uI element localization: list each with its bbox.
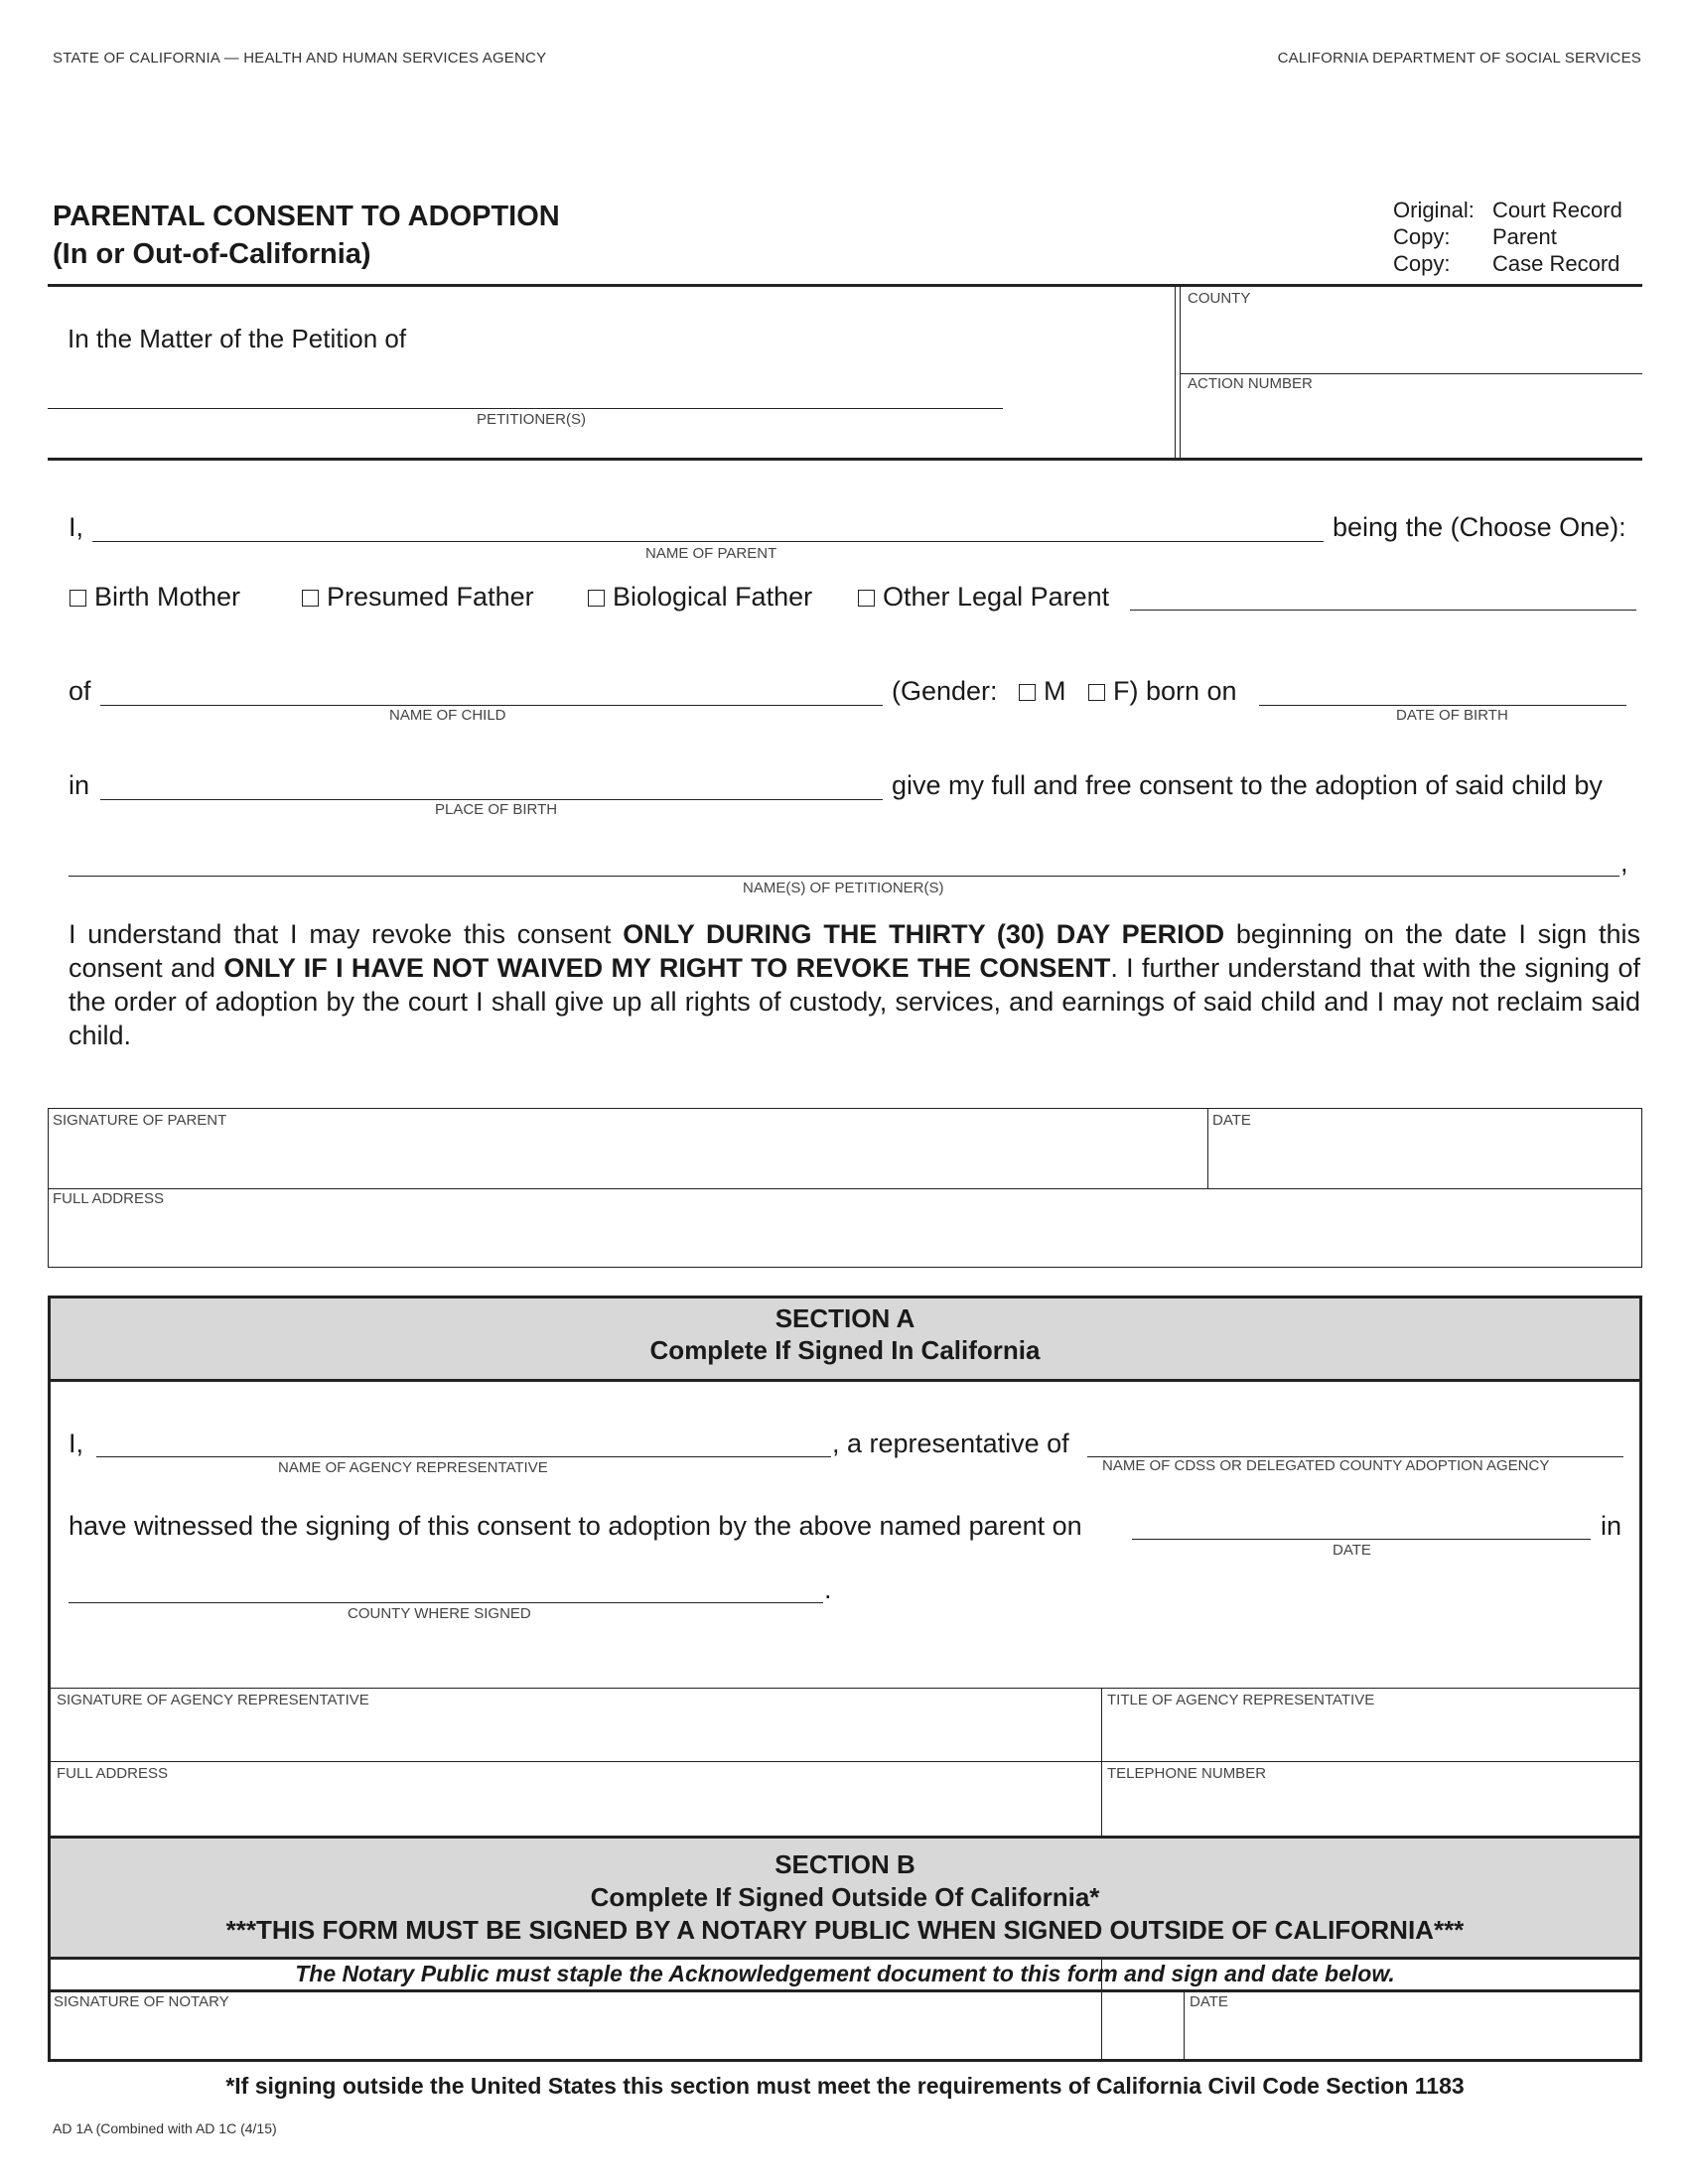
birth-place-field[interactable] — [100, 799, 883, 800]
parent-name-field[interactable] — [92, 541, 1324, 542]
action-number-label: ACTION NUMBER — [1188, 375, 1313, 392]
rep-name-field[interactable] — [96, 1456, 831, 1457]
notary-date-field[interactable] — [1190, 2013, 1636, 2057]
form-subtitle: (In or Out-of-California) — [53, 238, 371, 270]
i-prefix: I, — [69, 512, 84, 542]
parent-date-label: DATE — [1212, 1112, 1251, 1129]
understanding-text: I understand that I may revoke this consent — [69, 919, 624, 949]
rep-signature-label: SIGNATURE OF AGENCY REPRESENTATIVE — [57, 1692, 369, 1708]
rep-address-field[interactable] — [55, 1785, 1097, 1833]
understanding-paragraph — [69, 917, 1640, 1052]
witness-date-field[interactable] — [1132, 1539, 1591, 1540]
checkbox[interactable] — [858, 590, 875, 607]
section-a-vdivider-cover — [1101, 1688, 1102, 1836]
rep-phone-field[interactable] — [1105, 1785, 1637, 1833]
distribution-value: Case Record — [1492, 251, 1620, 276]
being-the-text: being the (Choose One): — [1333, 512, 1626, 542]
distribution-label: Copy: — [1393, 251, 1451, 276]
notary-signature-field[interactable] — [54, 2013, 1176, 2057]
form-id: AD 1A (Combined with AD 1C (4/15) — [53, 2120, 277, 2136]
rep-address-label: FULL ADDRESS — [57, 1765, 168, 1782]
understanding-text: beginning on the date I sign this consent and — [69, 919, 1640, 983]
parent-box-divider — [48, 1188, 1642, 1189]
rep-title-field[interactable] — [1105, 1711, 1637, 1759]
rep-title-label: TITLE OF AGENCY REPRESENTATIVE — [1107, 1692, 1375, 1708]
caption-bottom-rule — [48, 458, 1642, 461]
parent-address-field[interactable] — [50, 1209, 1638, 1264]
gender-m-option[interactable] — [1019, 676, 1066, 707]
section-a-header-rule — [48, 1379, 1642, 1382]
checkbox[interactable] — [588, 590, 605, 607]
checkbox[interactable] — [1019, 684, 1036, 701]
gender-prefix: (Gender: — [892, 676, 998, 706]
county-signed-label: COUNTY WHERE SIGNED — [348, 1605, 531, 1622]
in-prefix: in — [69, 770, 90, 800]
notary-date-label: DATE — [1190, 1993, 1228, 2010]
comma: , — [1620, 848, 1628, 878]
parent-name-label: NAME OF PARENT — [645, 545, 777, 562]
caption-divider — [1175, 287, 1176, 458]
parent-address-label: FULL ADDRESS — [53, 1190, 164, 1207]
rep-phone-label: TELEPHONE NUMBER — [1107, 1765, 1267, 1782]
distribution-label: Original: — [1393, 198, 1475, 222]
section-b-subtitle: Complete If Signed Outside Of California* — [590, 1882, 1100, 1912]
option-label: Presumed Father — [327, 582, 534, 612]
county-label: COUNTY — [1188, 290, 1251, 307]
child-name-field[interactable] — [100, 705, 883, 706]
rep-signature-field[interactable] — [55, 1711, 1097, 1759]
checkbox[interactable] — [302, 590, 319, 607]
distribution-value: Parent — [1492, 224, 1557, 249]
distribution-list — [1393, 197, 1622, 277]
notary-instruction: The Notary Public must staple the Acknowledgement document to this form and sign and date below. — [295, 1961, 1395, 1986]
matter-text: In the Matter of the Petition of — [68, 324, 407, 353]
agency-header-left: STATE OF CALIFORNIA — HEALTH AND HUMAN SERVICES AGENCY — [53, 50, 547, 67]
notary-warning: ***THIS FORM MUST BE SIGNED BY A NOTARY PUBLIC WHEN SIGNED OUTSIDE OF CALIFORNIA*** — [225, 1915, 1465, 1945]
section-b-header-rule — [48, 1957, 1642, 1960]
distribution-value: Court Record — [1492, 198, 1622, 222]
of-prefix: of — [69, 676, 91, 706]
parent-date-field[interactable] — [1211, 1132, 1638, 1185]
understanding-bold: ONLY IF I HAVE NOT WAIVED MY RIGHT TO REVOKE THE CONSENT — [223, 953, 1111, 983]
petitioner-names-label: NAME(S) OF PETITIONER(S) — [743, 880, 944, 896]
distribution-label: Copy: — [1393, 224, 1451, 249]
caption-top-rule — [48, 284, 1642, 287]
option-other-legal-parent[interactable] — [858, 582, 1109, 613]
petitioner-names-field[interactable] — [69, 876, 1619, 877]
checkbox[interactable] — [70, 590, 86, 607]
notary-vdivider — [1184, 1991, 1185, 2061]
option-presumed-father[interactable] — [302, 582, 534, 613]
representative-of-text: , a representative of — [832, 1429, 1069, 1458]
agency-name-label: NAME OF CDSS OR DELEGATED COUNTY ADOPTION AGENCY — [1102, 1457, 1550, 1474]
option-biological-father[interactable] — [588, 582, 812, 613]
county-field-line[interactable] — [1180, 373, 1642, 374]
petitioners-label: PETITIONER(S) — [477, 411, 587, 428]
witness-date-label: DATE — [1333, 1542, 1371, 1559]
checkbox[interactable] — [1088, 684, 1105, 701]
section-a-subtitle: Complete If Signed In California — [649, 1335, 1041, 1365]
footnote: *If signing outside the United States this section must meet the requirements of California Civil Code Section 1183 — [225, 2073, 1465, 2099]
rep-name-label: NAME OF AGENCY REPRESENTATIVE — [278, 1459, 548, 1476]
section-a-sig-mid — [51, 1761, 1639, 1762]
section-a-sig-top — [51, 1688, 1639, 1689]
child-name-label: NAME OF CHILD — [389, 707, 506, 724]
county-signed-field[interactable] — [69, 1602, 823, 1603]
section-a-i-prefix: I, — [69, 1429, 84, 1458]
option-label: Other Legal Parent — [883, 582, 1110, 612]
option-label: Biological Father — [613, 582, 813, 612]
option-birth-mother[interactable] — [70, 582, 240, 613]
witnessed-text: have witnessed the signing of this consent to adoption by the above named parent on — [69, 1511, 1082, 1541]
section-b-title: SECTION B — [774, 1849, 915, 1879]
understanding-text: . I further understand that with the signing of the order of adoption by the court I shall give up all rights of custody, services, and earnings of said child and I may not reclaim said child. — [69, 953, 1640, 1050]
birth-place-label: PLACE OF BIRTH — [435, 801, 558, 818]
parent-signature-field[interactable] — [50, 1132, 1201, 1185]
form-title: PARENTAL CONSENT TO ADOPTION — [53, 201, 560, 232]
gender-f-option[interactable] — [1088, 676, 1237, 707]
caption-divider-2 — [1180, 287, 1181, 458]
other-parent-field[interactable] — [1130, 610, 1636, 611]
birth-date-label: DATE OF BIRTH — [1396, 707, 1508, 724]
birth-date-field[interactable] — [1259, 705, 1626, 706]
county-period: . — [824, 1574, 832, 1604]
consent-text: give my full and free consent to the adoption of said child by — [892, 770, 1603, 800]
understanding-bold: ONLY DURING THE THIRTY (30) DAY PERIOD — [623, 919, 1225, 949]
agency-header-right: CALIFORNIA DEPARTMENT OF SOCIAL SERVICES — [1277, 50, 1641, 67]
gender-f-label: F) born on — [1113, 676, 1237, 706]
option-label: Birth Mother — [94, 582, 241, 612]
parent-signature-label: SIGNATURE OF PARENT — [53, 1112, 227, 1129]
petitioners-line[interactable] — [48, 408, 1003, 409]
parent-box-vdivider — [1207, 1108, 1208, 1188]
in-suffix: in — [1601, 1511, 1622, 1541]
section-a-title: SECTION A — [774, 1303, 915, 1333]
notary-signature-label: SIGNATURE OF NOTARY — [54, 1993, 229, 2010]
section-b-top-rule — [48, 1836, 1642, 1839]
gender-m-label: M — [1044, 676, 1066, 706]
